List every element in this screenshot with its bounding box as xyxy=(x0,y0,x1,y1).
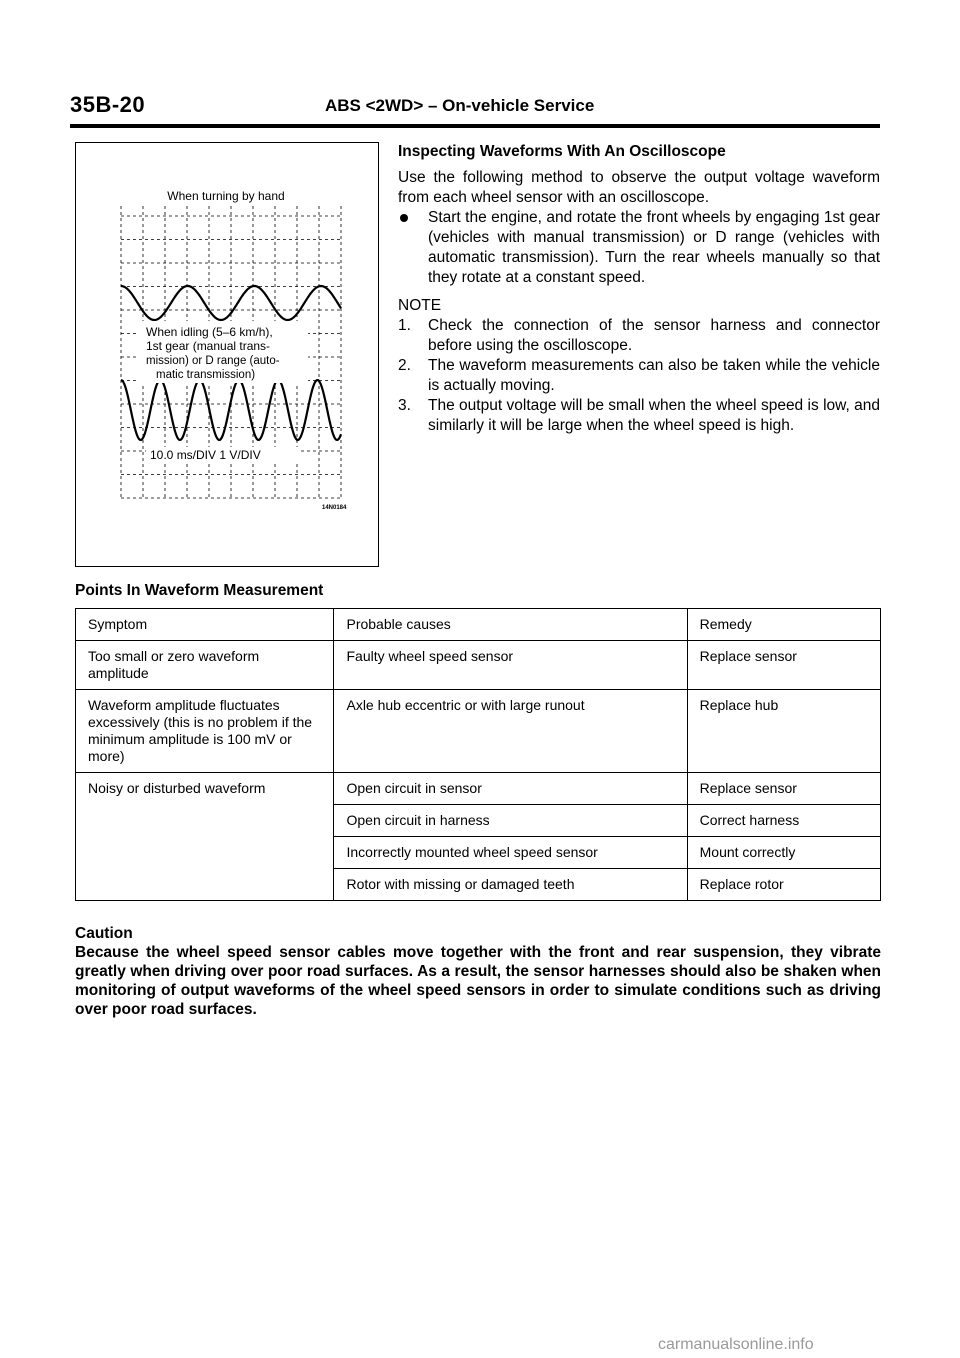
idle-caption-line-1: When idling (5–6 km/h), xyxy=(146,325,273,339)
cause-cell: Faulty wheel speed sensor xyxy=(334,641,687,690)
inspection-bullet xyxy=(398,208,880,288)
table-row xyxy=(76,773,881,805)
note-item xyxy=(398,396,880,436)
watermark: carmanualsonline.info xyxy=(658,1336,814,1353)
idle-caption-line-3: mission) or D range (auto- xyxy=(146,355,280,367)
note-number: 2. xyxy=(398,357,411,374)
oscilloscope-figure xyxy=(75,142,379,567)
remedy-cell: Mount correctly xyxy=(687,837,880,869)
remedy-cell: Replace sensor xyxy=(687,641,880,690)
note-number: 1. xyxy=(398,317,411,334)
header-symptom: Symptom xyxy=(76,609,334,641)
page-header xyxy=(70,92,880,126)
cause-cell: Axle hub eccentric or with large runout xyxy=(334,690,687,773)
scale-label: 10.0 ms/DIV 1 V/DIV xyxy=(150,448,261,462)
note-text: The output voltage will be small when the wheel speed is low, and similarly it will be large when the wheel speed is high. xyxy=(428,397,880,434)
symptom-cell: Too small or zero waveform amplitude xyxy=(76,641,334,690)
header-causes: Probable causes xyxy=(334,609,687,641)
inspection-section xyxy=(398,142,880,436)
figure-code: 14N0184 xyxy=(322,505,347,511)
remedy-cell: Replace rotor xyxy=(687,869,880,901)
table-row xyxy=(76,641,881,690)
remedy-cell: Correct harness xyxy=(687,805,880,837)
waveform-points-table xyxy=(75,608,881,901)
caution-label: Caution xyxy=(75,925,133,942)
cause-cell: Open circuit in sensor xyxy=(334,773,687,805)
idle-caption-line-2: 1st gear (manual trans- xyxy=(146,339,271,353)
page-number: 35B-20 xyxy=(70,92,146,117)
note-text: The waveform measurements can also be taken while the vehicle is actually moving. xyxy=(428,357,880,394)
table-title: Points In Waveform Measurement xyxy=(75,582,324,599)
bullet-text: Start the engine, and rotate the front wheels by engaging 1st gear (vehicles with manual transmission) or D range (vehicles with automatic transmission). Turn the rear wheels manually so that they rotate at a constant speed. xyxy=(428,209,880,286)
caution-block xyxy=(75,924,881,1019)
note-item xyxy=(398,356,880,396)
figure-title: When turning by hand xyxy=(167,189,285,203)
remedy-cell: Replace hub xyxy=(687,690,880,773)
inspection-heading: Inspecting Waveforms With An Oscilloscope xyxy=(398,143,726,160)
cause-cell: Open circuit in harness xyxy=(334,805,687,837)
section-title: ABS <2WD> – On-vehicle Service xyxy=(325,96,595,115)
note-item xyxy=(398,316,880,356)
remedy-cell: Replace sensor xyxy=(687,773,880,805)
note-number: 3. xyxy=(398,397,411,414)
symptom-cell: Noisy or disturbed waveform xyxy=(76,773,334,901)
note-label: NOTE xyxy=(398,297,442,314)
bullet-dot-icon xyxy=(400,214,408,222)
note-text: Check the connection of the sensor harness and connector before using the oscilloscope. xyxy=(428,317,880,354)
cause-cell: Incorrectly mounted wheel speed sensor xyxy=(334,837,687,869)
header-rule xyxy=(70,124,880,128)
header-remedy: Remedy xyxy=(687,609,880,641)
cause-cell: Rotor with missing or damaged teeth xyxy=(334,869,687,901)
table-row xyxy=(76,690,881,773)
inspection-intro: Use the following method to observe the output voltage waveform from each wheel sensor with an oscilloscope. xyxy=(398,169,880,206)
caution-text: Because the wheel speed sensor cables move together with the front and rear suspension, they vibrate greatly when driving over poor road surfaces. As a result, the sensor harnesses should also be shaken when monitoring of output waveforms of the wheel speed sensors in order to simulate conditions such as driving over poor road surfaces. xyxy=(75,944,881,1018)
idle-caption-line-4: matic transmission) xyxy=(156,369,256,381)
waveform-illustration xyxy=(76,143,380,568)
symptom-cell: Waveform amplitude fluctuates excessively (this is no problem if the minimum amplitude is 100 mV or more) xyxy=(76,690,334,773)
table-header-row xyxy=(76,609,881,641)
